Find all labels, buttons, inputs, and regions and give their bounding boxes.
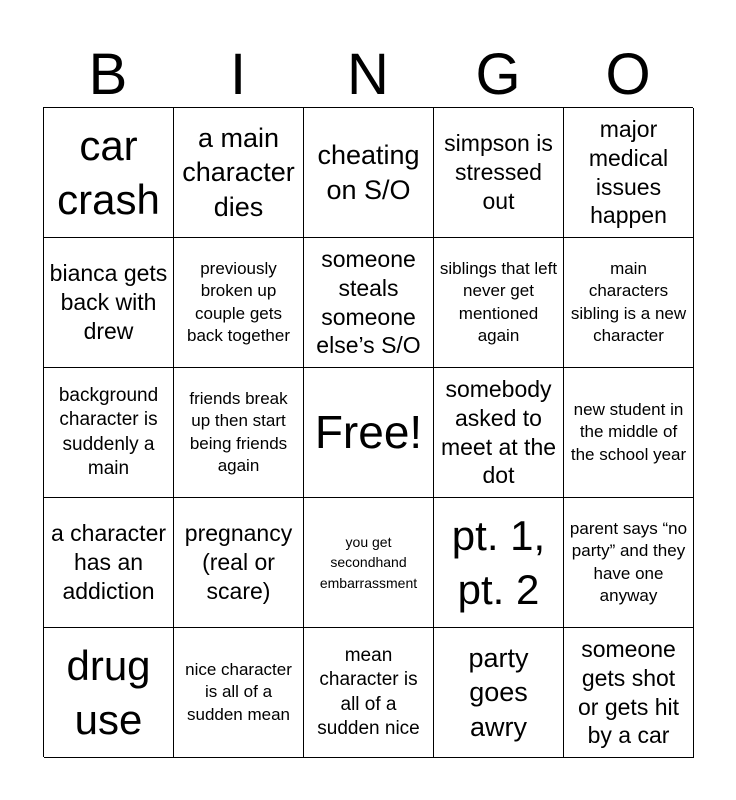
bingo-cell[interactable] bbox=[564, 498, 694, 628]
cell-label: bianca gets back with drew bbox=[49, 260, 168, 344]
bingo-cell[interactable] bbox=[304, 628, 434, 758]
cell-label: cheating on S/O bbox=[317, 139, 420, 205]
free-space-label: Free! bbox=[314, 405, 423, 458]
bingo-cell[interactable] bbox=[174, 368, 304, 498]
bingo-cell[interactable] bbox=[44, 368, 174, 498]
bingo-cell[interactable] bbox=[434, 108, 564, 238]
cell-label: pt. 1, pt. 2 bbox=[451, 511, 546, 613]
bingo-cell[interactable] bbox=[434, 628, 564, 758]
bingo-cell[interactable] bbox=[304, 238, 434, 368]
bingo-cell[interactable] bbox=[564, 238, 694, 368]
bingo-cell[interactable] bbox=[564, 108, 694, 238]
bingo-cell[interactable] bbox=[44, 108, 174, 238]
cell-label: parent says “no party” and they have one anyway bbox=[569, 518, 688, 605]
cell-label: pregnancy (real or scare) bbox=[184, 520, 293, 604]
bingo-header bbox=[43, 44, 693, 106]
cell-label: a character has an addiction bbox=[50, 520, 167, 604]
bingo-cell[interactable] bbox=[44, 498, 174, 628]
header-letter-o: O bbox=[605, 42, 651, 107]
cell-label: drug use bbox=[66, 641, 151, 743]
bingo-cell[interactable] bbox=[304, 108, 434, 238]
cell-label: main characters sibling is a new character bbox=[570, 258, 687, 345]
cell-label: simpson is stressed out bbox=[444, 130, 553, 214]
bingo-cell[interactable] bbox=[564, 628, 694, 758]
cell-label: you get secondhand embarrassment bbox=[319, 534, 418, 591]
cell-label: mean character is all of a sudden nice bbox=[317, 644, 420, 739]
header-letter-n: N bbox=[347, 42, 389, 107]
cell-label: new student in the middle of the school year bbox=[570, 400, 687, 464]
cell-label: friends break up then start being friends again bbox=[189, 388, 288, 475]
bingo-cell[interactable] bbox=[174, 628, 304, 758]
cell-label: someone steals someone else’s S/O bbox=[316, 245, 421, 359]
header-letter-b: B bbox=[88, 42, 128, 107]
bingo-cell[interactable] bbox=[174, 238, 304, 368]
cell-label: background character is suddenly a main bbox=[58, 384, 159, 479]
cell-label: a main character dies bbox=[182, 122, 295, 222]
cell-label: somebody asked to meet at the dot bbox=[440, 375, 557, 489]
cell-label: car crash bbox=[57, 121, 160, 223]
bingo-board bbox=[43, 107, 693, 757]
bingo-cell[interactable] bbox=[434, 368, 564, 498]
bingo-cell[interactable] bbox=[564, 368, 694, 498]
cell-label: major medical issues happen bbox=[588, 115, 669, 229]
bingo-cell[interactable] bbox=[434, 498, 564, 628]
bingo-cell[interactable] bbox=[434, 238, 564, 368]
bingo-cell[interactable] bbox=[44, 628, 174, 758]
header-letter-i: I bbox=[229, 42, 247, 107]
cell-label: someone gets shot or gets hit by a car bbox=[578, 635, 679, 749]
cell-label: nice character is all of a sudden mean bbox=[185, 660, 292, 724]
cell-label: siblings that left never get mentioned again bbox=[439, 258, 558, 345]
bingo-cell[interactable] bbox=[174, 498, 304, 628]
bingo-cell[interactable] bbox=[174, 108, 304, 238]
cell-label: previously broken up couple gets back together bbox=[186, 258, 290, 345]
free-space[interactable] bbox=[304, 368, 434, 498]
header-letter-g: G bbox=[475, 42, 521, 107]
bingo-cell[interactable] bbox=[304, 498, 434, 628]
bingo-cell[interactable] bbox=[44, 238, 174, 368]
cell-label: party goes awry bbox=[468, 642, 529, 742]
